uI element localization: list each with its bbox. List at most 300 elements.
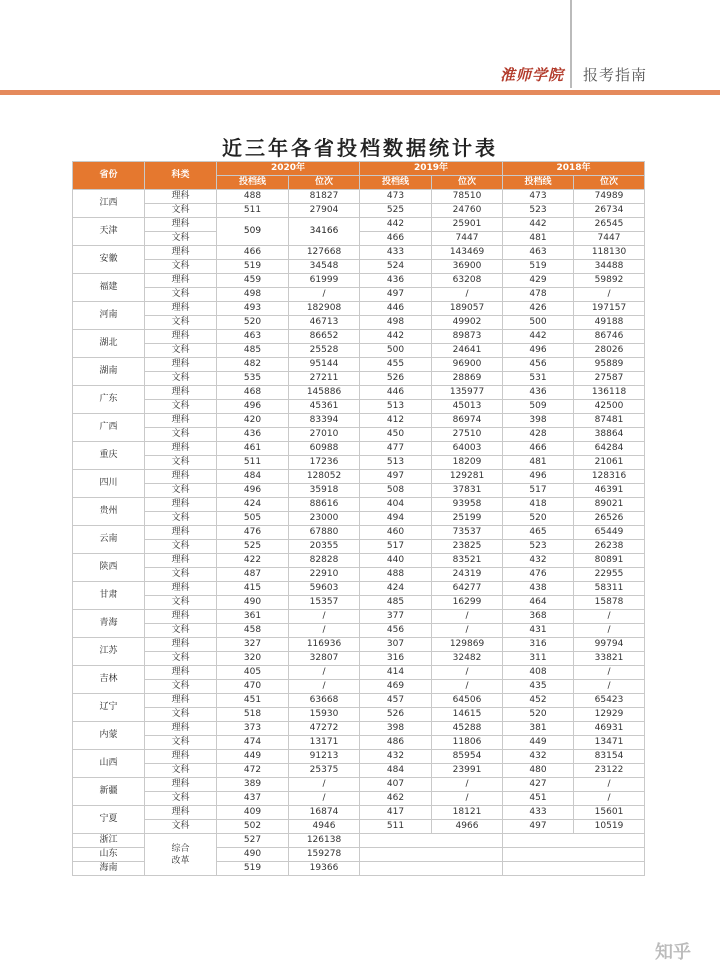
line-cell: 404 bbox=[360, 498, 432, 512]
reform-label-line: 综合 bbox=[171, 843, 190, 854]
province-cell: 宁夏 bbox=[73, 806, 145, 834]
table-row bbox=[73, 344, 645, 358]
page-title: 近三年各省投档数据统计表 bbox=[222, 136, 498, 160]
line-cell: 433 bbox=[360, 246, 432, 260]
line-cell: 458 bbox=[217, 624, 289, 638]
table-row bbox=[73, 750, 645, 764]
admission-stats-table bbox=[72, 161, 645, 876]
rank-cell: 129281 bbox=[432, 470, 503, 484]
rank-cell: 23825 bbox=[432, 540, 503, 554]
rank-cell: 83521 bbox=[432, 554, 503, 568]
table-row bbox=[73, 694, 645, 708]
rank-cell: 37831 bbox=[432, 484, 503, 498]
line-cell: 523 bbox=[503, 204, 574, 218]
rank-cell: 143469 bbox=[432, 246, 503, 260]
table-row bbox=[73, 274, 645, 288]
line-cell: 409 bbox=[217, 806, 289, 820]
line-cell: 422 bbox=[217, 554, 289, 568]
line-cell: 496 bbox=[217, 484, 289, 498]
line-cell: 435 bbox=[503, 680, 574, 694]
rank-cell: 15357 bbox=[289, 596, 360, 610]
category-cell: 理科 bbox=[145, 386, 217, 400]
rank-cell: 59892 bbox=[574, 274, 645, 288]
category-cell: 文科 bbox=[145, 484, 217, 498]
table-row bbox=[73, 260, 645, 274]
province-cell: 云南 bbox=[73, 526, 145, 554]
line-cell: 477 bbox=[360, 442, 432, 456]
table-row bbox=[73, 624, 645, 638]
rank-cell: 32807 bbox=[289, 652, 360, 666]
rank-cell: 34166 bbox=[289, 218, 360, 246]
rank-cell: 73537 bbox=[432, 526, 503, 540]
category-cell: 文科 bbox=[145, 624, 217, 638]
reform-category-cell bbox=[145, 834, 217, 876]
line-cell: 482 bbox=[217, 358, 289, 372]
table-row bbox=[73, 498, 645, 512]
rank-cell: 15878 bbox=[574, 596, 645, 610]
line-cell: 470 bbox=[217, 680, 289, 694]
line-cell: 517 bbox=[503, 484, 574, 498]
rank-cell: 23991 bbox=[432, 764, 503, 778]
category-cell: 理科 bbox=[145, 582, 217, 596]
rank-cell: 27587 bbox=[574, 372, 645, 386]
rank-cell: / bbox=[574, 778, 645, 792]
rank-cell: 89021 bbox=[574, 498, 645, 512]
province-cell: 青海 bbox=[73, 610, 145, 638]
line-cell: 496 bbox=[503, 470, 574, 484]
empty-cell bbox=[360, 862, 503, 876]
rank-cell: 64277 bbox=[432, 582, 503, 596]
line-cell: 398 bbox=[360, 722, 432, 736]
table-row bbox=[73, 722, 645, 736]
table-row bbox=[73, 820, 645, 834]
category-cell: 文科 bbox=[145, 568, 217, 582]
section-title: 报考指南 bbox=[583, 66, 648, 84]
rank-cell: 74989 bbox=[574, 190, 645, 204]
rank-cell: / bbox=[289, 792, 360, 806]
line-cell: 519 bbox=[217, 260, 289, 274]
line-cell: 525 bbox=[360, 204, 432, 218]
table-row bbox=[73, 778, 645, 792]
rank-cell: 47272 bbox=[289, 722, 360, 736]
rank-cell: 38864 bbox=[574, 428, 645, 442]
rank-cell: 4966 bbox=[432, 820, 503, 834]
rank-cell: 7447 bbox=[574, 232, 645, 246]
rank-cell: 136118 bbox=[574, 386, 645, 400]
rank-cell: / bbox=[432, 288, 503, 302]
rank-cell: 13471 bbox=[574, 736, 645, 750]
table-row bbox=[73, 512, 645, 526]
rank-cell: 16299 bbox=[432, 596, 503, 610]
rank-cell: 46931 bbox=[574, 722, 645, 736]
rank-cell: 58311 bbox=[574, 582, 645, 596]
line-cell: 500 bbox=[360, 344, 432, 358]
table-row bbox=[73, 330, 645, 344]
province-cell: 辽宁 bbox=[73, 694, 145, 722]
rank-cell: / bbox=[574, 288, 645, 302]
rank-cell: 126138 bbox=[289, 834, 360, 848]
province-cell: 贵州 bbox=[73, 498, 145, 526]
line-cell: 463 bbox=[217, 330, 289, 344]
line-cell: 511 bbox=[360, 820, 432, 834]
rank-cell: 4946 bbox=[289, 820, 360, 834]
rank-cell: / bbox=[574, 624, 645, 638]
line-cell: 456 bbox=[503, 358, 574, 372]
line-cell: 493 bbox=[217, 302, 289, 316]
category-cell: 文科 bbox=[145, 232, 217, 246]
line-cell: 488 bbox=[360, 568, 432, 582]
table-row bbox=[73, 442, 645, 456]
category-cell: 理科 bbox=[145, 554, 217, 568]
line-cell: 525 bbox=[217, 540, 289, 554]
line-cell: 424 bbox=[360, 582, 432, 596]
line-cell: 442 bbox=[360, 330, 432, 344]
line-cell: 373 bbox=[217, 722, 289, 736]
category-cell: 文科 bbox=[145, 260, 217, 274]
line-cell: 497 bbox=[360, 470, 432, 484]
line-cell: 316 bbox=[360, 652, 432, 666]
category-cell: 文科 bbox=[145, 764, 217, 778]
line-cell: 316 bbox=[503, 638, 574, 652]
rank-cell: 12929 bbox=[574, 708, 645, 722]
line-cell: 446 bbox=[360, 386, 432, 400]
line-cell: 436 bbox=[217, 428, 289, 442]
line-cell: 437 bbox=[217, 792, 289, 806]
line-cell: 327 bbox=[217, 638, 289, 652]
line-cell: 524 bbox=[360, 260, 432, 274]
header-rank-2019: 位次 bbox=[432, 176, 503, 190]
empty-cell bbox=[503, 834, 645, 848]
rank-cell: / bbox=[574, 610, 645, 624]
line-cell: 526 bbox=[360, 372, 432, 386]
rank-cell: 64284 bbox=[574, 442, 645, 456]
watermark: 知乎 bbox=[655, 942, 691, 963]
rank-cell: / bbox=[432, 680, 503, 694]
rank-cell: 19366 bbox=[289, 862, 360, 876]
rank-cell: 49188 bbox=[574, 316, 645, 330]
rank-cell: 24641 bbox=[432, 344, 503, 358]
line-cell: 456 bbox=[360, 624, 432, 638]
rank-cell: 14615 bbox=[432, 708, 503, 722]
table-row bbox=[73, 736, 645, 750]
line-cell: 418 bbox=[503, 498, 574, 512]
category-cell: 文科 bbox=[145, 204, 217, 218]
rank-cell: 46391 bbox=[574, 484, 645, 498]
rank-cell: 129869 bbox=[432, 638, 503, 652]
table-row bbox=[73, 386, 645, 400]
rank-cell: 182908 bbox=[289, 302, 360, 316]
category-cell: 文科 bbox=[145, 400, 217, 414]
table-row bbox=[73, 372, 645, 386]
line-cell: 497 bbox=[503, 820, 574, 834]
rank-cell: 96900 bbox=[432, 358, 503, 372]
province-cell: 江苏 bbox=[73, 638, 145, 666]
province-cell: 安徽 bbox=[73, 246, 145, 274]
province-cell: 海南 bbox=[73, 862, 145, 876]
line-cell: 432 bbox=[360, 750, 432, 764]
line-cell: 490 bbox=[217, 848, 289, 862]
rank-cell: 88616 bbox=[289, 498, 360, 512]
line-cell: 469 bbox=[360, 680, 432, 694]
header-line-2018: 投档线 bbox=[503, 176, 574, 190]
line-cell: 433 bbox=[503, 806, 574, 820]
line-cell: 436 bbox=[360, 274, 432, 288]
table-row bbox=[73, 834, 645, 848]
table-row bbox=[73, 554, 645, 568]
rank-cell: 118130 bbox=[574, 246, 645, 260]
line-cell: 513 bbox=[360, 456, 432, 470]
rank-cell: / bbox=[432, 778, 503, 792]
category-cell: 文科 bbox=[145, 820, 217, 834]
line-cell: 498 bbox=[360, 316, 432, 330]
rank-cell: 49902 bbox=[432, 316, 503, 330]
line-cell: 429 bbox=[503, 274, 574, 288]
rank-cell: 10519 bbox=[574, 820, 645, 834]
line-cell: 474 bbox=[217, 736, 289, 750]
line-cell: 535 bbox=[217, 372, 289, 386]
province-cell: 福建 bbox=[73, 274, 145, 302]
table-row bbox=[73, 596, 645, 610]
rank-cell: 21061 bbox=[574, 456, 645, 470]
rank-cell: 46713 bbox=[289, 316, 360, 330]
header-stripe bbox=[0, 90, 720, 95]
line-cell: 520 bbox=[217, 316, 289, 330]
table-row bbox=[73, 302, 645, 316]
rank-cell: 15601 bbox=[574, 806, 645, 820]
reform-label-line: 改革 bbox=[171, 855, 190, 866]
category-cell: 文科 bbox=[145, 736, 217, 750]
line-cell: 415 bbox=[217, 582, 289, 596]
line-cell: 450 bbox=[360, 428, 432, 442]
table-row bbox=[73, 218, 645, 232]
rank-cell: 42500 bbox=[574, 400, 645, 414]
header-rank-2018: 位次 bbox=[574, 176, 645, 190]
rank-cell: 22955 bbox=[574, 568, 645, 582]
line-cell: 307 bbox=[360, 638, 432, 652]
category-cell: 理科 bbox=[145, 722, 217, 736]
line-cell: 462 bbox=[360, 792, 432, 806]
rank-cell: 22910 bbox=[289, 568, 360, 582]
rank-cell: 127668 bbox=[289, 246, 360, 260]
table-row bbox=[73, 666, 645, 680]
province-cell: 湖南 bbox=[73, 358, 145, 386]
rank-cell: 11806 bbox=[432, 736, 503, 750]
line-cell: 485 bbox=[360, 596, 432, 610]
line-cell: 511 bbox=[217, 204, 289, 218]
line-cell: 511 bbox=[217, 456, 289, 470]
line-cell: 414 bbox=[360, 666, 432, 680]
rank-cell: 26526 bbox=[574, 512, 645, 526]
rank-cell: / bbox=[289, 680, 360, 694]
category-cell: 文科 bbox=[145, 680, 217, 694]
header-year-2020: 2020年 bbox=[217, 162, 360, 176]
rank-cell: / bbox=[574, 680, 645, 694]
rank-cell: 78510 bbox=[432, 190, 503, 204]
province-cell: 甘肃 bbox=[73, 582, 145, 610]
line-cell: 494 bbox=[360, 512, 432, 526]
rank-cell: / bbox=[432, 666, 503, 680]
province-cell: 山西 bbox=[73, 750, 145, 778]
category-cell: 文科 bbox=[145, 596, 217, 610]
category-cell: 理科 bbox=[145, 666, 217, 680]
table-row bbox=[73, 610, 645, 624]
rank-cell: / bbox=[289, 624, 360, 638]
rank-cell: 33821 bbox=[574, 652, 645, 666]
category-cell: 理科 bbox=[145, 806, 217, 820]
line-cell: 485 bbox=[217, 344, 289, 358]
rank-cell: 25901 bbox=[432, 218, 503, 232]
header-row-years bbox=[73, 162, 645, 176]
line-cell: 473 bbox=[360, 190, 432, 204]
line-cell: 509 bbox=[217, 218, 289, 246]
empty-cell bbox=[503, 848, 645, 862]
category-cell: 理科 bbox=[145, 526, 217, 540]
rank-cell: 27211 bbox=[289, 372, 360, 386]
category-cell: 理科 bbox=[145, 610, 217, 624]
rank-cell: 45288 bbox=[432, 722, 503, 736]
rank-cell: 26238 bbox=[574, 540, 645, 554]
table-row bbox=[73, 806, 645, 820]
rank-cell: 64506 bbox=[432, 694, 503, 708]
line-cell: 484 bbox=[217, 470, 289, 484]
table-row bbox=[73, 582, 645, 596]
line-cell: 311 bbox=[503, 652, 574, 666]
line-cell: 480 bbox=[503, 764, 574, 778]
rank-cell: 25199 bbox=[432, 512, 503, 526]
province-cell: 吉林 bbox=[73, 666, 145, 694]
category-cell: 文科 bbox=[145, 792, 217, 806]
rank-cell: 27510 bbox=[432, 428, 503, 442]
rank-cell: 63208 bbox=[432, 274, 503, 288]
province-cell: 江西 bbox=[73, 190, 145, 218]
line-cell: 442 bbox=[503, 330, 574, 344]
rank-cell: 23122 bbox=[574, 764, 645, 778]
category-cell: 理科 bbox=[145, 302, 217, 316]
category-cell: 理科 bbox=[145, 414, 217, 428]
table-row bbox=[73, 316, 645, 330]
rank-cell: 86974 bbox=[432, 414, 503, 428]
table-row bbox=[73, 540, 645, 554]
table-row bbox=[73, 400, 645, 414]
table-row bbox=[73, 414, 645, 428]
rank-cell: 16874 bbox=[289, 806, 360, 820]
rank-cell: / bbox=[574, 792, 645, 806]
rank-cell: 34488 bbox=[574, 260, 645, 274]
line-cell: 496 bbox=[503, 344, 574, 358]
rank-cell: 35918 bbox=[289, 484, 360, 498]
rank-cell: 67880 bbox=[289, 526, 360, 540]
line-cell: 513 bbox=[360, 400, 432, 414]
line-cell: 440 bbox=[360, 554, 432, 568]
rank-cell: 24319 bbox=[432, 568, 503, 582]
category-cell: 理科 bbox=[145, 246, 217, 260]
line-cell: 460 bbox=[360, 526, 432, 540]
line-cell: 476 bbox=[503, 568, 574, 582]
line-cell: 519 bbox=[217, 862, 289, 876]
line-cell: 481 bbox=[503, 232, 574, 246]
rank-cell: 128052 bbox=[289, 470, 360, 484]
line-cell: 432 bbox=[503, 554, 574, 568]
rank-cell: 13171 bbox=[289, 736, 360, 750]
rank-cell: 32482 bbox=[432, 652, 503, 666]
line-cell: 465 bbox=[503, 526, 574, 540]
rank-cell: 91213 bbox=[289, 750, 360, 764]
table-row bbox=[73, 456, 645, 470]
line-cell: 442 bbox=[503, 218, 574, 232]
rank-cell: 27904 bbox=[289, 204, 360, 218]
rank-cell: 26734 bbox=[574, 204, 645, 218]
province-cell: 广西 bbox=[73, 414, 145, 442]
table-row bbox=[73, 764, 645, 778]
category-cell: 理科 bbox=[145, 750, 217, 764]
rank-cell: / bbox=[289, 666, 360, 680]
table-row bbox=[73, 484, 645, 498]
header-divider bbox=[570, 0, 572, 88]
table-row bbox=[73, 652, 645, 666]
table-row bbox=[73, 246, 645, 260]
header-province: 省份 bbox=[73, 162, 145, 190]
category-cell: 文科 bbox=[145, 652, 217, 666]
category-cell: 理科 bbox=[145, 218, 217, 232]
province-cell: 湖北 bbox=[73, 330, 145, 358]
province-cell: 内蒙 bbox=[73, 722, 145, 750]
rank-cell: 60988 bbox=[289, 442, 360, 456]
line-cell: 459 bbox=[217, 274, 289, 288]
category-cell: 理科 bbox=[145, 274, 217, 288]
line-cell: 498 bbox=[217, 288, 289, 302]
rank-cell: 135977 bbox=[432, 386, 503, 400]
rank-cell: 93958 bbox=[432, 498, 503, 512]
rank-cell: 87481 bbox=[574, 414, 645, 428]
rank-cell: 65449 bbox=[574, 526, 645, 540]
province-cell: 陕西 bbox=[73, 554, 145, 582]
rank-cell: 24760 bbox=[432, 204, 503, 218]
line-cell: 320 bbox=[217, 652, 289, 666]
line-cell: 427 bbox=[503, 778, 574, 792]
line-cell: 457 bbox=[360, 694, 432, 708]
header-category: 科类 bbox=[145, 162, 217, 190]
line-cell: 417 bbox=[360, 806, 432, 820]
empty-cell bbox=[503, 862, 645, 876]
line-cell: 496 bbox=[217, 400, 289, 414]
line-cell: 490 bbox=[217, 596, 289, 610]
line-cell: 505 bbox=[217, 512, 289, 526]
line-cell: 449 bbox=[217, 750, 289, 764]
line-cell: 468 bbox=[217, 386, 289, 400]
rank-cell: / bbox=[289, 610, 360, 624]
category-cell: 理科 bbox=[145, 470, 217, 484]
line-cell: 509 bbox=[503, 400, 574, 414]
rank-cell: 197157 bbox=[574, 302, 645, 316]
line-cell: 428 bbox=[503, 428, 574, 442]
rank-cell: 26545 bbox=[574, 218, 645, 232]
header-line-2019: 投档线 bbox=[360, 176, 432, 190]
rank-cell: 86652 bbox=[289, 330, 360, 344]
category-cell: 理科 bbox=[145, 190, 217, 204]
line-cell: 488 bbox=[217, 190, 289, 204]
rank-cell: 25375 bbox=[289, 764, 360, 778]
line-cell: 519 bbox=[503, 260, 574, 274]
line-cell: 361 bbox=[217, 610, 289, 624]
line-cell: 523 bbox=[503, 540, 574, 554]
empty-cell bbox=[360, 834, 503, 848]
line-cell: 526 bbox=[360, 708, 432, 722]
category-cell: 理科 bbox=[145, 638, 217, 652]
rank-cell: / bbox=[432, 624, 503, 638]
header-line-2020: 投档线 bbox=[217, 176, 289, 190]
category-cell: 理科 bbox=[145, 498, 217, 512]
line-cell: 451 bbox=[503, 792, 574, 806]
